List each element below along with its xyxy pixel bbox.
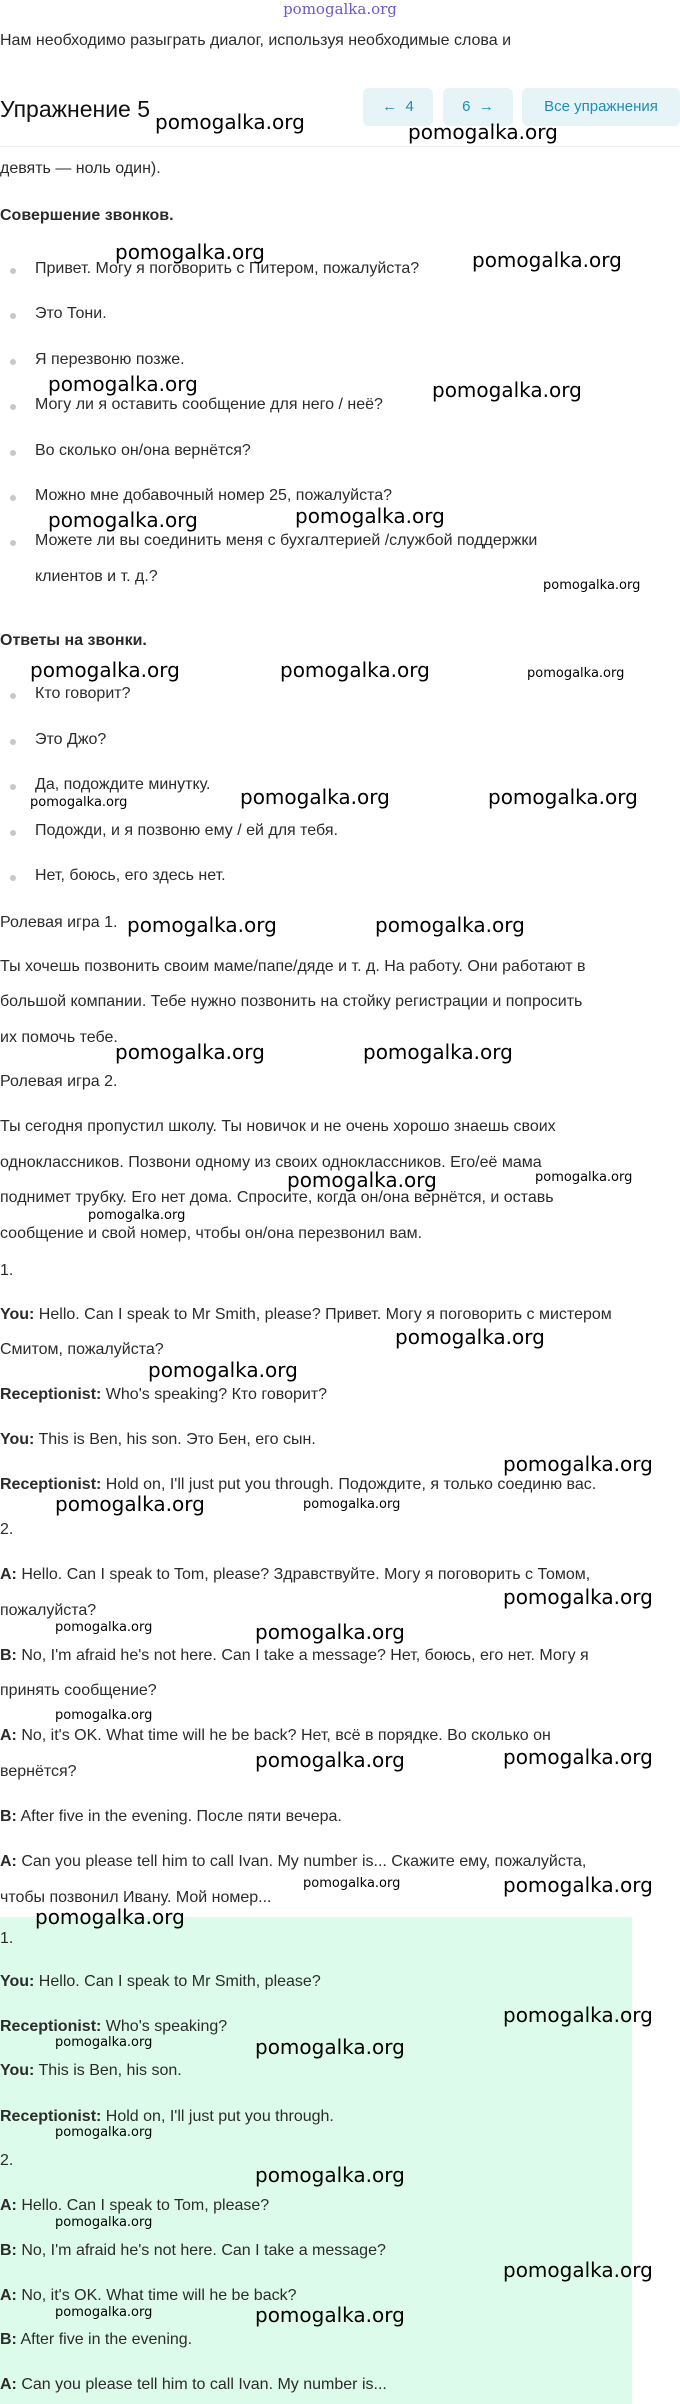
watermark: pomogalka.org [30, 795, 128, 810]
exercise-title: Упражнение 5 [0, 96, 151, 122]
all-exercises-button[interactable]: Все упражнения [522, 88, 680, 126]
watermark: pomogalka.org [543, 578, 641, 593]
bullet-icon [10, 830, 16, 836]
watermark: pomogalka.org [255, 2163, 405, 2187]
bullet-icon [10, 693, 16, 699]
watermark: pomogalka.org [55, 2125, 153, 2140]
bullet-icon [10, 540, 16, 546]
role-play-2-title: Ролевая игра 2. [0, 1073, 118, 1090]
watermark: pomogalka.org [303, 1876, 401, 1891]
prev-exercise-button[interactable]: ← 4 [363, 88, 433, 126]
section-title-making-calls: Совершение звонков. [0, 207, 174, 224]
dialogue-line: B: After five in the evening. [0, 2331, 193, 2348]
watermark: pomogalka.org [503, 2258, 653, 2282]
watermark: pomogalka.org [503, 1585, 653, 1609]
watermark: pomogalka.org [240, 785, 390, 809]
intro-text: Нам необходимо разыграть диалог, используя необходимые слова и [0, 32, 512, 49]
dialogue-line: B: No, I'm afraid he's not here. Can I take a message? Нет, боюсь, его нет. Могу я [0, 1647, 589, 1664]
watermark: pomogalka.org [55, 1708, 153, 1723]
site-logo[interactable]: pomogalka.org [283, 0, 397, 18]
list-item: Кто говорит? [35, 685, 131, 702]
watermark: pomogalka.org [488, 785, 638, 809]
watermark: pomogalka.org [255, 1620, 405, 1644]
list-item: Да, подождите минутку. [35, 776, 211, 793]
text-line: одноклассников. Позвони одному из своих одноклассников. Его/её мама [0, 1154, 542, 1171]
text-line: Ты сегодня пропустил школу. Ты новичок и не очень хорошо знаешь своих [0, 1118, 556, 1135]
dialogue-line: A: Can you please tell him to call Ivan. My number is... [0, 2376, 387, 2393]
watermark: pomogalka.org [30, 658, 180, 682]
watermark: pomogalka.org [55, 1620, 153, 1635]
list-item: Во сколько он/она вернётся? [35, 442, 251, 459]
next-exercise-button[interactable]: 6 → [443, 88, 513, 126]
dialogue-number: 1. [0, 1930, 14, 1947]
watermark: pomogalka.org [503, 2003, 653, 2027]
bullet-icon [10, 739, 16, 745]
dialogue-line: A: Hello. Can I speak to Tom, please? [0, 2197, 270, 2214]
watermark: pomogalka.org [527, 666, 625, 681]
bullet-icon [10, 268, 16, 274]
list-item-continued: клиентов и т. д.? [35, 568, 158, 585]
dialogue-line: You: This is Ben, his son. [0, 2062, 182, 2079]
text-line: сообщение и свой номер, чтобы он/она перезвонил вам. [0, 1225, 423, 1242]
dialogue-line: Receptionist: Hold on, I'll just put you through. [0, 2108, 334, 2125]
watermark: pomogalka.org [127, 913, 277, 937]
watermark: pomogalka.org [55, 2035, 153, 2050]
dialogue-line: B: After five in the evening. После пяти вечера. [0, 1808, 342, 1825]
watermark: pomogalka.org [472, 248, 622, 272]
watermark: pomogalka.org [55, 2215, 153, 2230]
watermark: pomogalka.org [503, 1452, 653, 1476]
list-item: Можно мне добавочный номер 25, пожалуйста? [35, 487, 393, 504]
dialogue-line: A: Hello. Can I speak to Tom, please? Здравствуйте. Могу я поговорить с Томом, [0, 1566, 591, 1583]
dialogue-line: You: Hello. Can I speak to Mr Smith, please? [0, 1973, 321, 1990]
watermark: pomogalka.org [88, 1208, 186, 1223]
text-line: большой компании. Тебе нужно позвонить на стойку регистрации и попросить [0, 993, 583, 1010]
watermark: pomogalka.org [255, 1748, 405, 1772]
list-item: Подожди, и я позвоню ему / ей для тебя. [35, 822, 338, 839]
text-line: их помочь тебе. [0, 1029, 118, 1046]
bullet-icon [10, 875, 16, 881]
watermark: pomogalka.org [35, 1905, 185, 1929]
dialogue-line: принять сообщение? [0, 1682, 157, 1699]
dialogue-line: Receptionist: Hold on, I'll just put you through. Подождите, я только соединю вас. [0, 1476, 597, 1493]
watermark: pomogalka.org [115, 240, 265, 264]
list-item: Я перезвоню позже. [35, 351, 185, 368]
bullet-icon [10, 784, 16, 790]
watermark: pomogalka.org [255, 2035, 405, 2059]
watermark: pomogalka.org [280, 658, 430, 682]
watermark: pomogalka.org [408, 120, 558, 144]
bullet-icon [10, 450, 16, 456]
dialogue-line: You: Hello. Can I speak to Mr Smith, please? Привет. Могу я поговорить с мистером [0, 1306, 612, 1323]
dialogue-line: A: Can you please tell him to call Ivan. My number is... Скажите ему, пожалуйста, [0, 1853, 587, 1870]
watermark: pomogalka.org [55, 2305, 153, 2320]
arrow-right-icon: → [478, 98, 494, 115]
text-line: девять — ноль один). [0, 160, 161, 177]
section-title-answering: Ответы на звонки. [0, 632, 147, 649]
bullet-icon [10, 495, 16, 501]
watermark: pomogalka.org [48, 508, 198, 532]
text-line: Ты хочешь позвонить своим маме/папе/дяде и т. д. На работу. Они работают в [0, 958, 586, 975]
watermark: pomogalka.org [503, 1745, 653, 1769]
dialogue-number: 1. [0, 1262, 14, 1279]
bullet-icon [10, 313, 16, 319]
watermark: pomogalka.org [295, 504, 445, 528]
watermark: pomogalka.org [395, 1325, 545, 1349]
watermark: pomogalka.org [363, 1040, 513, 1064]
dialogue-line: Receptionist: Who's speaking? Кто говорит? [0, 1386, 328, 1403]
text-line: поднимет трубку. Его нет дома. Спросите, когда он/она вернётся, и оставь [0, 1189, 554, 1206]
role-play-1-title: Ролевая игра 1. [0, 914, 118, 931]
dialogue-number: 2. [0, 2152, 14, 2169]
watermark: pomogalka.org [287, 1168, 437, 1192]
watermark: pomogalka.org [115, 1040, 265, 1064]
watermark: pomogalka.org [155, 110, 305, 134]
watermark: pomogalka.org [255, 2303, 405, 2327]
dialogue-line: Receptionist: Who's speaking? [0, 2018, 228, 2035]
list-item: Могу ли я оставить сообщение для него / неё? [35, 396, 383, 413]
arrow-left-icon: ← [382, 98, 398, 115]
watermark: pomogalka.org [375, 913, 525, 937]
dialogue-line: Смитом, пожалуйста? [0, 1341, 164, 1358]
list-item: Это Джо? [35, 731, 107, 748]
dialogue-number: 2. [0, 1521, 14, 1538]
dialogue-line: A: No, it's OK. What time will he be back? [0, 2287, 297, 2304]
watermark: pomogalka.org [48, 372, 198, 396]
dialogue-line: пожалуйста? [0, 1602, 97, 1619]
header-divider [0, 146, 680, 147]
bullet-icon [10, 359, 16, 365]
watermark: pomogalka.org [55, 1492, 205, 1516]
list-item: Это Тони. [35, 305, 107, 322]
watermark: pomogalka.org [535, 1170, 633, 1185]
list-item: Нет, боюсь, его здесь нет. [35, 867, 226, 884]
dialogue-line: A: No, it's OK. What time will he be back? Нет, всё в порядке. Во сколько он [0, 1727, 551, 1744]
dialogue-line: B: No, I'm afraid he's not here. Can I take a message? [0, 2242, 386, 2259]
list-item: Можете ли вы соединить меня с бухгалтерией /службой поддержки [35, 532, 538, 549]
dialogue-line: чтобы позвонил Ивану. Мой номер... [0, 1889, 272, 1906]
dialogue-line: You: This is Ben, his son. Это Бен, его сын. [0, 1431, 316, 1448]
dialogue-line: вернётся? [0, 1763, 77, 1780]
watermark: pomogalka.org [503, 1873, 653, 1897]
watermark: pomogalka.org [303, 1497, 401, 1512]
list-item: Привет. Могу я поговорить с Питером, пожалуйста? [35, 260, 420, 277]
watermark: pomogalka.org [432, 378, 582, 402]
bullet-icon [10, 404, 16, 410]
watermark: pomogalka.org [148, 1358, 298, 1382]
